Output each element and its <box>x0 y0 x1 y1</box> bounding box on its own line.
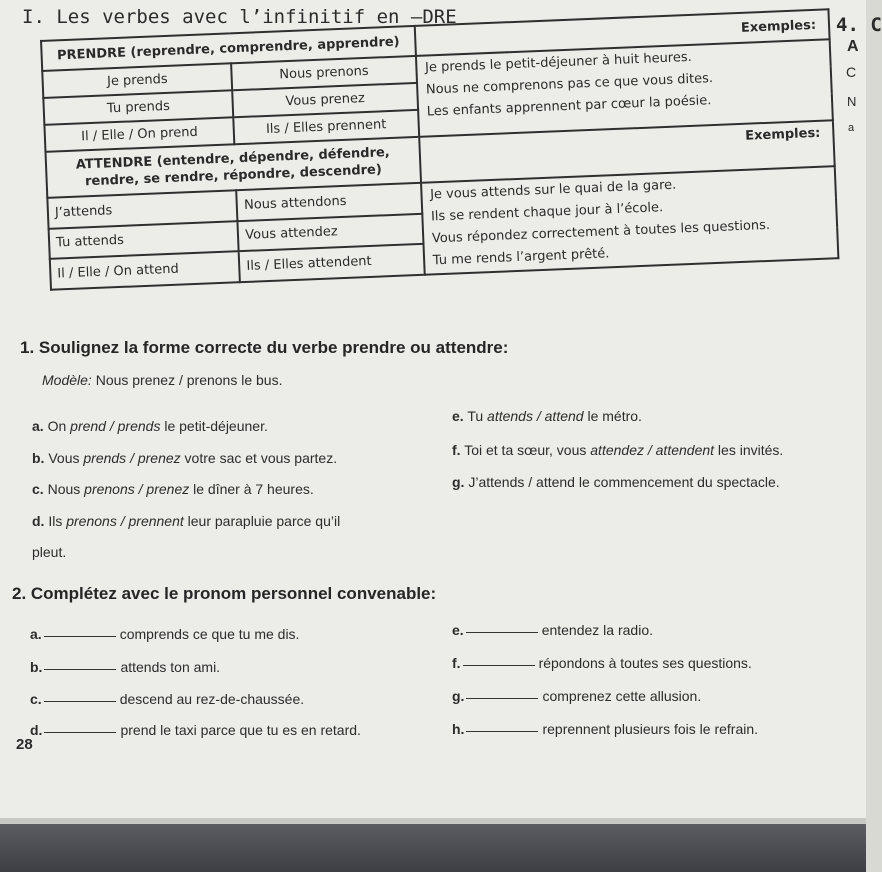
attendre-example-1: Je vous attends sur le quai de la gare. <box>429 177 677 203</box>
ex2-f-blank[interactable] <box>463 664 535 666</box>
ex1-b-choice[interactable]: prends / prenez <box>83 450 181 466</box>
ex1-item-b <box>32 450 337 466</box>
ex1-f-post: les invités. <box>714 442 784 458</box>
ex1-c-choice[interactable]: prenons / prenez <box>84 481 190 497</box>
ex2-d-blank[interactable] <box>44 731 116 733</box>
ex2-item-f <box>452 655 752 671</box>
ex1-c-pre: Nous <box>47 481 85 497</box>
attendre-je: J’attends <box>47 190 237 228</box>
prendre-vous: Vous prenez <box>232 83 417 117</box>
ex1-d-letter: d. <box>32 513 45 529</box>
ex1-b-post: votre sac et vous partez. <box>180 450 338 466</box>
attendre-example-4: Tu me rends l’argent prêté. <box>432 246 610 269</box>
adjacent-column-number: 4. C <box>836 14 882 36</box>
adjacent-column-c: C <box>846 64 857 80</box>
prendre-il: Il / Elle / On prend <box>44 117 234 152</box>
prendre-je: Je prends <box>42 63 232 98</box>
ex2-b-text: attends ton ami. <box>120 659 221 675</box>
ex1-f-choice[interactable]: attendez / attendent <box>590 442 715 458</box>
model-line <box>42 372 282 388</box>
ex1-e-post: le métro. <box>583 408 642 424</box>
ex1-f-pre: Toi et ta sœur, vous <box>464 442 591 458</box>
ex2-e-blank[interactable] <box>466 631 538 633</box>
ex1-item-d <box>32 513 340 529</box>
exercise-1-title: 1. Soulignez la forme correcte du verbe prendre ou attendre: <box>20 338 509 357</box>
ex2-g-text: comprenez cette allusion. <box>542 688 702 704</box>
ex1-g-choice[interactable]: J’attends / attend <box>468 474 575 490</box>
ex1-e-choice[interactable]: attends / attend <box>487 408 584 424</box>
prendre-example-3: Les enfants apprennent par cœur la poésie. <box>426 93 712 120</box>
ex1-f-letter: f. <box>452 442 461 458</box>
ex2-b-blank[interactable] <box>44 668 116 670</box>
ex1-b-pre: Vous <box>48 450 84 466</box>
ex1-g-letter: g. <box>452 474 465 490</box>
ex2-a-text: comprends ce que tu me dis. <box>119 626 300 642</box>
attendre-examples-label: Exemples: <box>419 120 835 183</box>
prendre-ils: Ils / Elles prennent <box>234 110 419 144</box>
ex2-d-text: prend le taxi parce que tu es en retard. <box>120 722 361 738</box>
ex2-d-letter: d. <box>30 722 43 738</box>
ex2-a-blank[interactable] <box>44 635 116 637</box>
ex2-item-c <box>30 691 304 707</box>
ex1-a-choice[interactable]: prend / prends <box>70 418 161 434</box>
attendre-heading: ATTENDRE (entendre, dépendre, défendre, rendre, se rendre, répondre, descendre) <box>45 137 420 198</box>
prendre-tu: Tu prends <box>43 90 233 125</box>
ex1-item-e <box>452 408 642 424</box>
ex2-g-blank[interactable] <box>466 697 538 699</box>
section-title: I. Les verbes avec l’infinitif en –DRE <box>22 6 457 28</box>
ex1-b-letter: b. <box>32 450 45 466</box>
ex2-item-b <box>30 659 220 675</box>
ex1-item-c <box>32 481 314 497</box>
attendre-example-3: Vous répondez correctement à toutes les questions. <box>431 217 771 247</box>
ex2-b-letter: b. <box>30 659 43 675</box>
ex2-c-text: descend au rez-de-chaussée. <box>119 691 305 707</box>
prendre-heading: PRENDRE (reprendre, comprendre, apprendre) <box>41 26 416 71</box>
ex1-a-post: le petit-déjeuner. <box>160 418 268 434</box>
ex2-h-letter: h. <box>452 721 465 737</box>
ex2-item-h <box>452 721 758 737</box>
ex1-c-letter: c. <box>32 481 44 497</box>
prendre-examples-label: Exemples: <box>414 9 829 56</box>
ex2-g-letter: g. <box>452 688 465 704</box>
ex1-e-pre: Tu <box>467 408 488 424</box>
conjugation-table <box>40 8 841 335</box>
exercise-2-title: 2. Complétez avec le pronom personnel convenable: <box>12 584 437 603</box>
attendre-ils: Ils / Elles attendent <box>239 244 424 282</box>
ex1-item-a <box>32 418 268 434</box>
ex1-g-post: le commencement du spectacle. <box>574 474 780 490</box>
ex2-f-letter: f. <box>452 655 461 671</box>
ex1-a-letter: a. <box>32 418 44 434</box>
ex2-h-blank[interactable] <box>466 730 538 732</box>
ex2-f-text: répondons à toutes ses questions. <box>538 655 752 671</box>
attendre-tu: Tu attends <box>49 221 239 259</box>
ex2-e-text: entendez la radio. <box>541 622 653 638</box>
ex2-c-letter: c. <box>30 691 42 707</box>
ex2-c-blank[interactable] <box>44 700 116 702</box>
ex2-h-text: reprennent plusieurs fois le refrain. <box>542 721 759 737</box>
model-label: Modèle: <box>42 372 92 388</box>
ex2-item-g <box>452 688 701 704</box>
background-surface <box>0 824 866 872</box>
prendre-example-1: Je prends le petit-déjeuner à huit heures. <box>424 49 693 76</box>
ex1-item-g <box>452 474 780 490</box>
attendre-nous: Nous attendons <box>236 183 421 221</box>
attendre-examples <box>421 166 839 275</box>
ex1-d-post: leur parapluie parce qu’il <box>183 513 341 529</box>
ex2-item-e <box>452 622 653 638</box>
model-text: Nous prenez / prenons le bus. <box>95 372 283 388</box>
ex1-a-pre: On <box>47 418 71 434</box>
adjacent-column-a: A <box>847 38 859 55</box>
ex1-d-choice[interactable]: prenons / prennent <box>66 513 184 529</box>
ex2-item-a <box>30 626 299 642</box>
ex1-d-pre: Ils <box>48 513 67 529</box>
prendre-example-2: Nous ne comprenons pas ce que vous dites. <box>425 71 714 98</box>
prendre-nous: Nous prenons <box>231 56 416 90</box>
adjacent-column-a-small: a <box>848 122 855 134</box>
ex1-c-post: le dîner à 7 heures. <box>189 481 314 497</box>
adjacent-column-n: N <box>847 94 857 109</box>
ex2-e-letter: e. <box>452 622 464 638</box>
ex1-d-continuation: pleut. <box>32 544 67 560</box>
ex1-item-f <box>452 442 783 458</box>
attendre-vous: Vous attendez <box>238 213 423 251</box>
ex1-e-letter: e. <box>452 408 464 424</box>
ex2-item-d <box>30 722 361 738</box>
ex2-a-letter: a. <box>30 626 42 642</box>
attendre-il: Il / Elle / On attend <box>50 251 240 289</box>
attendre-example-2: Ils se rendent chaque jour à l’école. <box>430 200 664 225</box>
page-number: 28 <box>16 736 33 753</box>
